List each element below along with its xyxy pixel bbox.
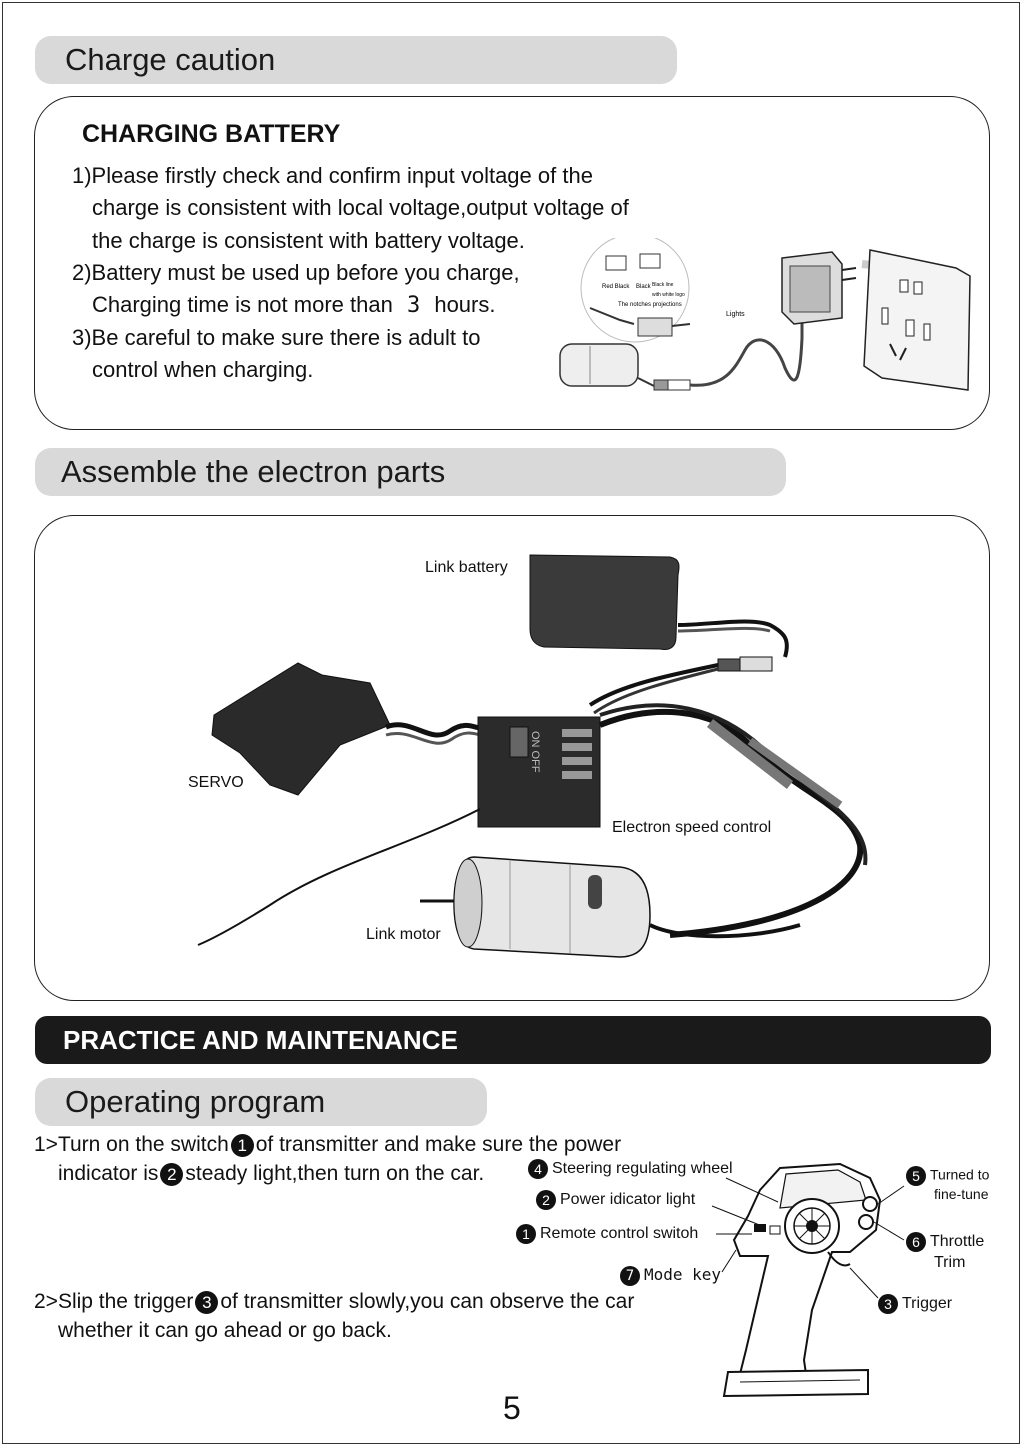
callout-text: Power idicator light [560,1191,696,1209]
callout-text: Trigger [902,1295,953,1313]
trigger-number-badge: 3 [195,1291,218,1314]
callout-text: Mode key [644,1265,722,1284]
charge-caution-heading: Charge caution [35,36,677,84]
callout-leader-lines [700,1160,930,1310]
callout-text: Remote control switoh [540,1225,699,1243]
practice-maintenance-banner: PRACTICE AND MAINTENANCE [35,1016,991,1064]
charging-hours-unit: hours. [434,292,496,317]
step-2-line-1 [34,1290,634,1314]
lights-label: Lights [726,311,745,318]
motor-body [454,857,650,957]
esc-switch-label: ON OFF [529,731,541,773]
callout-fine-tune-line2: fine-tune [934,1186,989,1202]
step-1-line-2 [58,1162,484,1186]
step-1-line-1 [34,1133,621,1157]
step-1-text-a: 1>Turn on the switch [34,1133,229,1156]
callout-badge: 6 [906,1232,926,1252]
instruction-line-7: control when charging. [92,357,314,382]
instruction-line-4: 2)Battery must be used up before you charge, [72,260,520,285]
step-2-text-b: of transmitter slowly,you can observe the car [220,1290,635,1313]
callout-steering-wheel [528,1159,733,1179]
instruction-line-5 [92,292,495,318]
label-link-motor: Link motor [366,926,441,943]
callout-text: Throttle [930,1233,985,1251]
callout-trigger [878,1294,952,1314]
charger-illustration [550,238,980,408]
callout-text: Steering regulating wheel [552,1160,733,1178]
callout-throttle-trim [906,1232,984,1252]
label-speed-control: Electron speed control [612,819,772,836]
label-servo: SERVO [188,774,244,791]
callout-control-switch [516,1224,698,1244]
callout-throttle-trim-line2: Trim [934,1254,966,1271]
connector-label-4: with white logo [652,292,685,298]
battery-pack [530,555,679,650]
instruction-line-1: 1)Please firstly check and confirm input voltage of the [72,163,593,188]
step-2-line-2: whether it can go ahead or go back. [58,1319,392,1342]
label-link-battery: Link battery [425,559,508,576]
charging-battery-title: CHARGING BATTERY [82,120,341,148]
callout-text: Turned to [930,1166,990,1183]
electron-parts-photo [150,545,890,965]
connector-label-5: The notches projections [618,302,682,308]
indicator-number-badge: 2 [160,1163,183,1186]
callout-badge: 3 [878,1294,898,1314]
connector-label-2: Black [636,284,651,290]
instruction-line-2: charge is consistent with local voltage,output voltage of [92,195,629,220]
instruction-line-6: 3)Be careful to make sure there is adult to [72,325,481,350]
charging-hours-value: 3 [406,293,421,318]
switch-number-badge: 1 [231,1134,254,1157]
instruction-line-3: the charge is consistent with battery voltage. [92,228,525,253]
step-1-text-b: of transmitter and make sure the power [255,1133,622,1156]
callout-power-indicator [536,1190,695,1210]
callout-badge: 1 [516,1224,536,1244]
connector-label-3: Black line [652,282,674,288]
connector-label-1: Red Black [602,284,630,290]
step-2-text-a: 2>Slip the trigger [34,1290,194,1313]
operating-program-heading: Operating program [35,1078,487,1126]
callout-mode-key [620,1265,721,1286]
callout-badge: 5 [906,1166,926,1186]
callout-badge: 4 [528,1159,548,1179]
charging-time-text: Charging time is not more than [92,292,393,317]
callout-fine-tune [906,1166,989,1186]
step-1-text-d: steady light,then turn on the car. [185,1162,485,1185]
step-1-text-c: indicator is [58,1162,159,1185]
page-number: 5 [503,1390,521,1426]
callout-badge: 7 [620,1266,640,1286]
assemble-heading: Assemble the electron parts [35,448,786,496]
callout-badge: 2 [536,1190,556,1210]
